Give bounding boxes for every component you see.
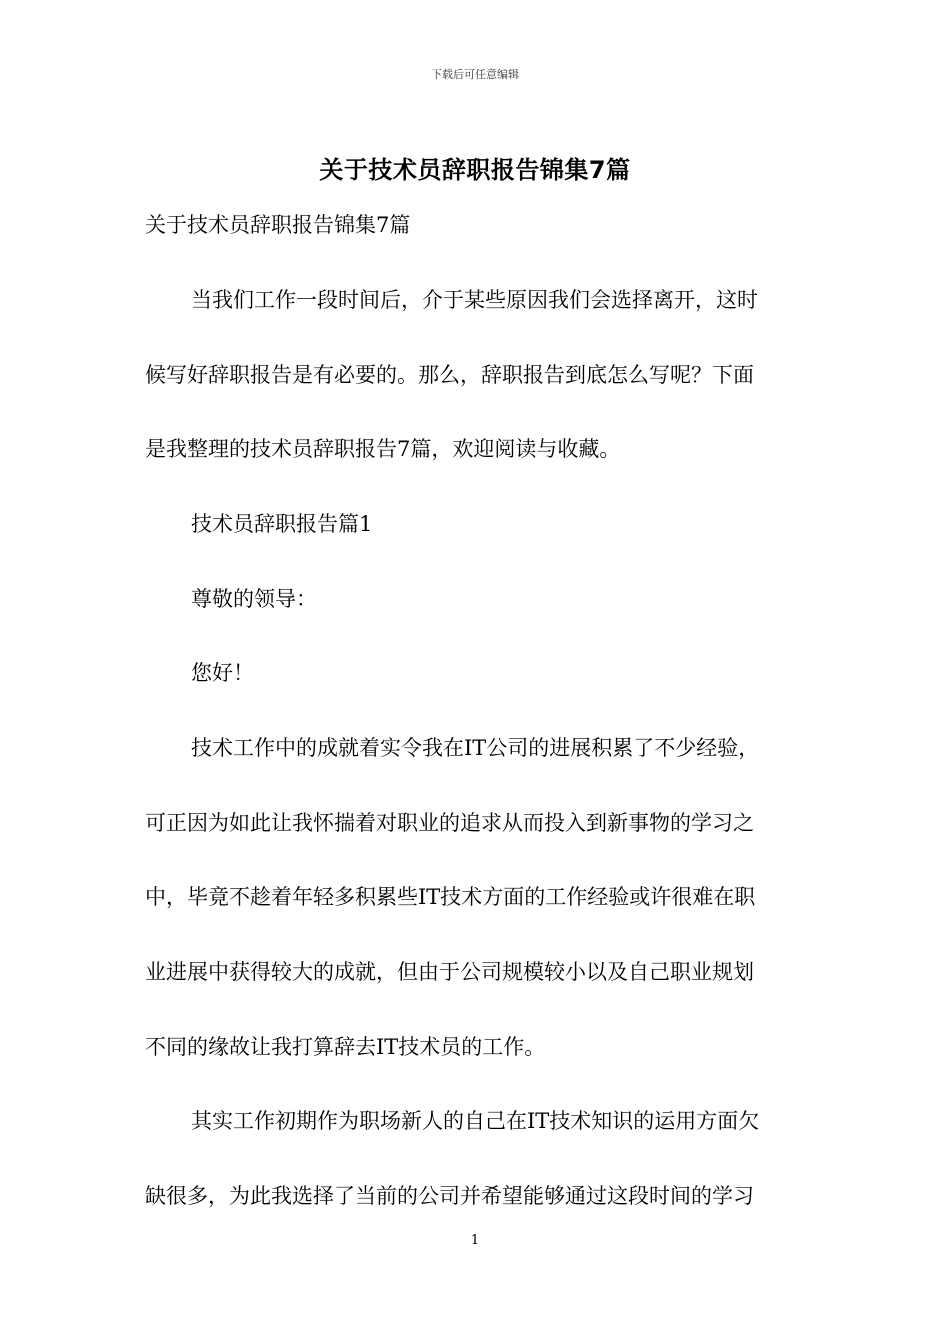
paragraph-line: 技术工作中的成就着实令我在IT公司的进展积累了不少经验， (191, 736, 760, 760)
paragraph-line: 可正因为如此让我怀揣着对职业的追求从而投入到新事物的学习之 (145, 811, 754, 835)
paragraph-line: 缺很多，为此我选择了当前的公司并希望能够通过这段时间的学习 (145, 1184, 754, 1208)
paragraph-line: 是我整理的技术员辞职报告7篇，欢迎阅读与收藏。 (145, 437, 621, 461)
paragraph-line: 中，毕竟不趁着年轻多积累些IT技术方面的工作经验或许很难在职 (145, 885, 756, 909)
paragraph-line: 候写好辞职报告是有必要的。那么，辞职报告到底怎么写呢？下面 (145, 363, 754, 387)
paragraph-line: 业进展中获得较大的成就，但由于公司规模较小以及自己职业规划 (145, 960, 754, 984)
greeting: 您好！ (191, 661, 254, 685)
paragraph-line: 不同的缘故让我打算辞去IT技术员的工作。 (145, 1035, 546, 1059)
salutation: 尊敬的领导： (191, 587, 317, 611)
header-note: 下载后可任意编辑 (431, 68, 519, 81)
paragraph-line: 当我们工作一段时间后，介于某些原因我们会选择离开，这时 (191, 288, 758, 312)
document-title: 关于技术员辞职报告锦集7篇 (319, 156, 631, 184)
paragraph-line: 其实工作初期作为职场新人的自己在IT技术知识的运用方面欠 (191, 1109, 760, 1133)
section-heading: 技术员辞职报告篇1 (191, 512, 373, 536)
subtitle-line: 关于技术员辞职报告锦集7篇 (145, 213, 411, 237)
page-number: 1 (470, 1233, 480, 1248)
